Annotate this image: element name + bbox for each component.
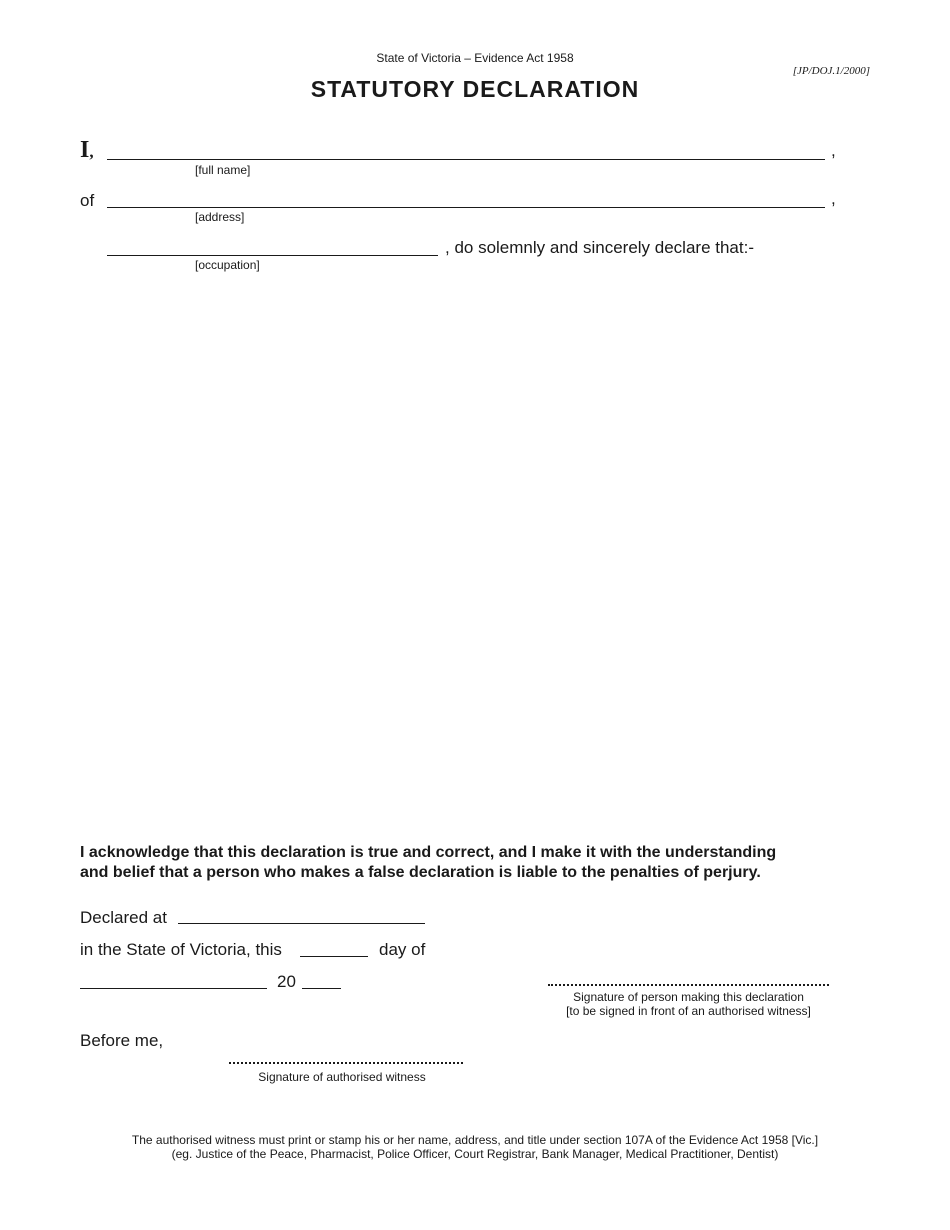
full-name-trailing-comma: , [831,141,836,160]
address-trailing-comma: , [831,189,836,208]
of-label: of [80,191,95,210]
declared-at-label: Declared at [80,908,167,927]
witness-signature-label: Signature of authorised witness [258,1070,426,1084]
declarant-signature-caption [548,990,829,1018]
declarant-prefix-comma: , [89,142,94,161]
occupation-label: [occupation] [195,258,260,272]
declared-at-field[interactable] [178,923,425,924]
address-field[interactable] [107,207,825,208]
footer-note-line-2: (eg. Justice of the Peace, Pharmacist, Police Officer, Court Registrar, Bank Manager, Medical Practitioner, Dentist) [171,1147,779,1161]
acknowledgement [80,843,880,883]
state-label: in the State of Victoria, this [80,940,282,959]
witness-signature-field[interactable] [229,1062,463,1064]
full-name-label: [full name] [195,163,251,177]
form-code: [JP/DOJ.1/2000] [792,65,870,77]
year-prefix: 20 [277,972,296,991]
before-me-label: Before me, [80,1031,164,1050]
acknowledgement-line-2: and belief that a person who makes a false declaration is liable to the penalties of perjury. [80,864,761,881]
year-field[interactable] [302,988,341,989]
day-field[interactable] [300,956,368,957]
acknowledgement-line-1: I acknowledge that this declaration is true and correct, and I make it with the understanding [80,844,777,861]
declaration-body-area[interactable] [80,290,870,830]
footer-note-line-1: The authorised witness must print or stamp his or her name, address, and title under section 107A of the Evidence Act 1958 [Vic.] [131,1133,819,1147]
declarant-signature-field[interactable] [548,984,829,986]
address-label: [address] [195,210,245,224]
month-field[interactable] [80,988,267,989]
day-of-label: day of [379,940,426,959]
occupation-field[interactable] [107,255,438,256]
declare-text: , do solemnly and sincerely declare that:- [445,238,754,257]
full-name-field[interactable] [107,159,825,160]
declarant-signature-label: Signature of person making this declaration [573,990,804,1004]
act-header: State of Victoria – Evidence Act 1958 [376,51,574,65]
document-title: STATUTORY DECLARATION [310,76,640,102]
declarant-prefix [80,137,94,164]
declarant-prefix-letter: I [80,137,90,163]
declarant-signature-note: [to be signed in front of an authorised witness] [566,1004,811,1018]
